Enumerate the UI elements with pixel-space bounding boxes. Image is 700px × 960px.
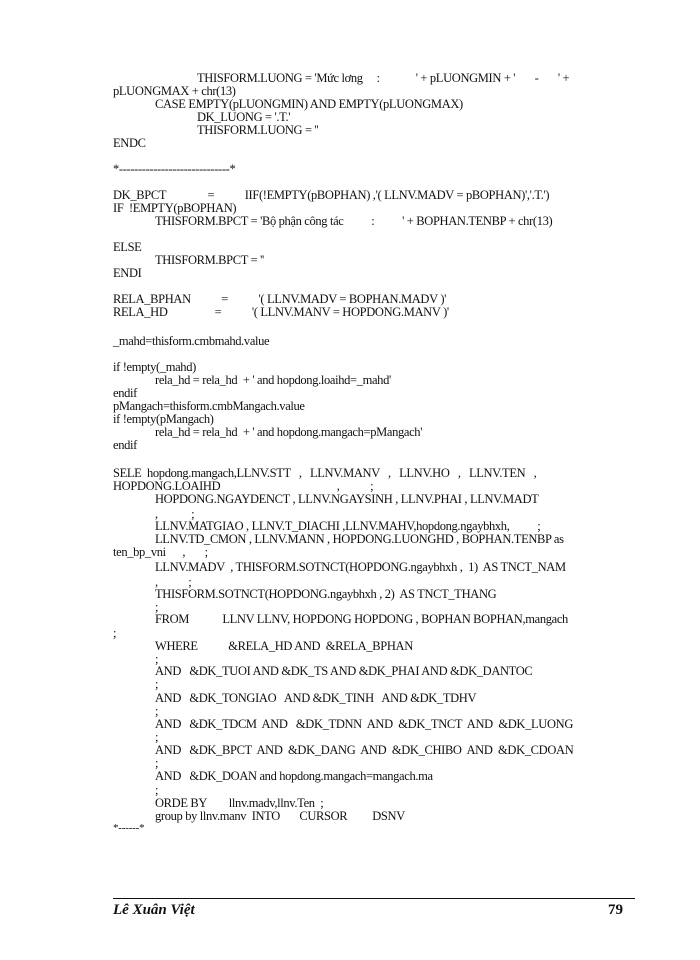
footer-author: Lê Xuân Việt bbox=[113, 902, 195, 918]
code-line: ; bbox=[155, 730, 159, 744]
separator-comment: *-----------------------------* bbox=[113, 162, 236, 176]
code-line: ; bbox=[155, 704, 159, 718]
code-line: , ; bbox=[155, 575, 192, 589]
code-line: ten_bp_vni , ; bbox=[113, 545, 208, 559]
code-line: IF !EMPTY(pBOPHAN) bbox=[113, 201, 237, 215]
code-line: THISFORM.LUONG = '' bbox=[197, 123, 319, 137]
code-line: ENDC bbox=[113, 136, 146, 150]
code-line: group by llnv.manv INTO CURSOR DSNV bbox=[155, 809, 405, 823]
code-line: AND &DK_TONGIAO AND &DK_TINH AND &DK_TDHV bbox=[155, 691, 477, 705]
code-line: THISFORM.BPCT = '' bbox=[155, 253, 264, 267]
code-line: ELSE bbox=[113, 240, 142, 254]
code-line: rela_hd = rela_hd + ' and hopdong.loaihd=_mahd' bbox=[155, 373, 391, 387]
code-line: ENDI bbox=[113, 266, 142, 280]
code-line: THISFORM.BPCT = 'Bộ phận công tác : ' + BOPHAN.TENBP + chr(13) bbox=[155, 214, 553, 228]
separator-comment: *------* bbox=[113, 822, 145, 834]
code-line: if !empty(_mahd) bbox=[113, 360, 196, 374]
code-line: THISFORM.LUONG = 'Mức lơng : ' + pLUONGMIN + ' - ' + bbox=[197, 71, 570, 85]
code-line: FROM LLNV LLNV, HOPDONG HOPDONG , BOPHAN BOPHAN,mangach bbox=[155, 612, 568, 626]
code-line: ; bbox=[113, 626, 117, 640]
code-line: LLNV.TD_CMON , LLNV.MANN , HOPDONG.LUONGHD , BOPHAN.TENBP as bbox=[155, 532, 564, 546]
code-line: LLNV.MADV , THISFORM.SOTNCT(HOPDONG.ngaybhxh , 1) AS TNCT_NAM bbox=[155, 560, 566, 574]
code-line: ; bbox=[155, 677, 159, 691]
page-number: 79 bbox=[608, 902, 623, 918]
code-line: RELA_HD = '( LLNV.MANV = HOPDONG.MANV )' bbox=[113, 305, 449, 319]
code-line: ; bbox=[155, 756, 159, 770]
code-line: RELA_BPHAN = '( LLNV.MADV = BOPHAN.MADV )' bbox=[113, 292, 447, 306]
code-line: ; bbox=[155, 652, 159, 666]
code-line: THISFORM.SOTNCT(HOPDONG.ngaybhxh , 2) AS TNCT_THANG bbox=[155, 587, 497, 601]
code-line: , ; bbox=[155, 507, 195, 521]
code-line: ; bbox=[155, 600, 159, 614]
code-line: SELE hopdong.mangach,LLNV.STT , LLNV.MANV , LLNV.HO , LLNV.TEN , bbox=[113, 466, 537, 480]
code-line: DK_BPCT = IIF(!EMPTY(pBOPHAN) ,'( LLNV.MADV = pBOPHAN)','.T.') bbox=[113, 188, 550, 202]
code-line: pLUONGMAX + chr(13) bbox=[113, 84, 236, 98]
code-line: AND &DK_DOAN and hopdong.mangach=mangach.ma bbox=[155, 769, 433, 783]
code-line: endif bbox=[113, 386, 137, 400]
code-line: rela_hd = rela_hd + ' and hopdong.mangach=pMangach' bbox=[155, 425, 423, 439]
code-line: endif bbox=[113, 438, 137, 452]
code-line: AND &DK_BPCT AND &DK_DANG AND &DK_CHIBO AND &DK_CDOAN bbox=[155, 743, 574, 757]
code-line: DK_LUONG = '.T.' bbox=[197, 110, 291, 124]
code-line: _mahd=thisform.cmbmahd.value bbox=[113, 334, 270, 348]
code-line: pMangach=thisform.cmbMangach.value bbox=[113, 399, 305, 413]
code-line: LLNV.MATGIAO , LLNV.T_DIACHI ,LLNV.MAHV,hopdong.ngaybhxh, ; bbox=[155, 519, 541, 533]
code-line: HOPDONG.LOAIHD , ; bbox=[113, 479, 374, 493]
code-line: CASE EMPTY(pLUONGMIN) AND EMPTY(pLUONGMAX) bbox=[155, 97, 463, 111]
code-line: AND &DK_TUOI AND &DK_TS AND &DK_PHAI AND &DK_DANTOC bbox=[155, 664, 533, 678]
footer-divider bbox=[113, 898, 635, 899]
code-line: ; bbox=[155, 783, 159, 797]
code-line: HOPDONG.NGAYDENCT , LLNV.NGAYSINH , LLNV.PHAI , LLNV.MADT bbox=[155, 492, 539, 506]
code-line: ORDE BY llnv.madv,llnv.Ten ; bbox=[155, 796, 324, 810]
code-line: if !empty(pMangach) bbox=[113, 412, 214, 426]
code-line: AND &DK_TDCM AND &DK_TDNN AND &DK_TNCT AND &DK_LUONG bbox=[155, 717, 573, 731]
code-line: WHERE &RELA_HD AND &RELA_BPHAN bbox=[155, 639, 413, 653]
